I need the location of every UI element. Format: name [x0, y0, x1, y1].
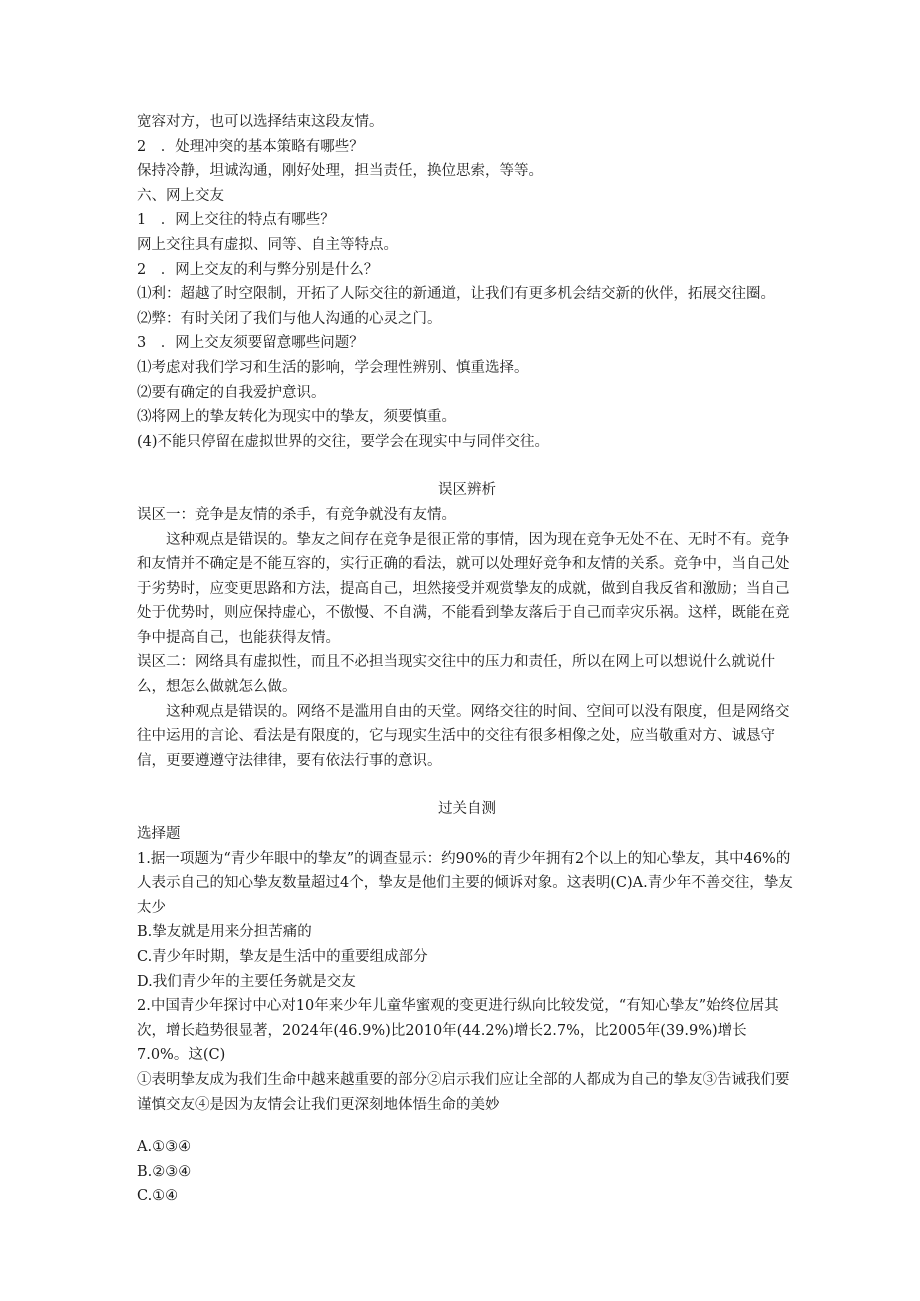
misconception-2-body: 这种观点是错误的。网络不是滥用自由的天堂。网络交往的时间、空间可以没有限度，但是网络交往中运用的言论、看法是有限度的，它与现实生活中的交往有很多相像之处，应当敬重对方、诚恳守信，更要遵遵守法律律，要有依法行事的意识。 — [137, 703, 790, 769]
question-2-option-b: B.②③④ — [137, 1163, 192, 1180]
misconception-1-body: 这种观点是错误的。挚友之间存在竞争是很正常的事情，因为现在竞争无处不在、无时不有。竞争和友情并不确定是不能互容的，实行正确的看法，就可以处理好竞争和友情的关系。竞争中，当自己处于劣势时，应变更思路和方法，提高自己，坦然接受并观赏挚友的成就，做到自我反省和激励；当自己处于优势时，则应保持虚心，不傲慢、不自满，不能看到挚友落后于自己而幸灾乐祸。这样，既能在竞争中提高自己，也能获得友情。 — [137, 531, 790, 646]
text-line: ⑵要有确定的自我爱护意识。 — [137, 384, 326, 401]
misconception-1-title: 误区一：竞争是友情的杀手，有竞争就没有友情。 — [137, 506, 456, 523]
text-line: 宽容对方，也可以选择结束这段友情。 — [137, 114, 384, 130]
question-1-option-c: C.青少年时期，挚友是生活中的重要组成部分 — [137, 949, 428, 965]
self-test-section-title: 过关自测 — [438, 801, 496, 818]
text-line: ⑴利：超越了时空限制，开拓了人际交往的新通道，让我们有更多机会结交新的伙伴，拓展交往圈。 — [137, 286, 775, 303]
question-2-option-a: A.①③④ — [137, 1139, 192, 1156]
question-2-option-c: C.①④ — [137, 1188, 179, 1205]
text-line: ⑶将网上的挚友转化为现实中的挚友，须要慎重。 — [137, 409, 456, 426]
question-heading: 1 ．网上交往的特点有哪些？ — [137, 212, 335, 229]
question-1-option-b: B.挚友就是用来分担苦痛的 — [137, 924, 312, 941]
question-heading: 3 ．网上交友须要留意哪些问题？ — [137, 335, 364, 352]
question-1-option-d: D.我们青少年的主要任务就是交友 — [137, 973, 356, 990]
text-line: 保持冷静，坦诚沟通，刚好处理，担当责任，换位思索，等等。 — [137, 163, 543, 180]
text-line: ⑵弊：有时关闭了我们与他人沟通的心灵之门。 — [137, 310, 442, 327]
question-2-stem: 2.中国青少年探讨中心对10年来少年儿童华蜜观的变更进行纵向比较发觉，“有知心挚友”始终位居其次，增长趋势很显著，2024年(46.9%)比2010年(44.2%)增长2.7%，比2005年(39.9%)增长7.0%。这(C) — [137, 998, 779, 1064]
question-type-label: 选择题 — [137, 826, 181, 843]
text-line: ⑴考虑对我们学习和生活的影响，学会理性辨别、慎重选择。 — [137, 359, 529, 376]
question-1-stem: 1.据一项题为“青少年眼中的挚友”的调查显示：约90%的青少年拥有2个以上的知心挚友，其中46%的人表示自己的知心挚友数量超过4个，挚友是他们主要的倾诉对象。这表明(C)A.青少年不善交往，挚友太少 — [137, 850, 793, 916]
document-content — [137, 110, 797, 1209]
text-line: 网上交往具有虚拟、同等、自主等特点。 — [137, 236, 398, 253]
text-line: (4)不能只停留在虚拟世界的交往，要学会在现实中与同伴交往。 — [137, 433, 550, 450]
misconception-section-title: 误区辨析 — [438, 482, 496, 499]
question-2-items: ①表明挚友成为我们生命中越来越重要的部分②启示我们应让全部的人都成为自己的挚友③告诫我们要谨慎交友④是因为友情会让我们更深刻地体悟生命的美妙 — [137, 1071, 790, 1113]
question-heading: 2 ．网上交友的利与弊分别是什么？ — [137, 261, 379, 278]
question-heading: 2 ．处理冲突的基本策略有哪些？ — [137, 138, 364, 155]
section-heading: 六、网上交友 — [137, 187, 224, 204]
misconception-2-title: 误区二：网络具有虚拟性，而且不必担当现实交往中的压力和责任，所以在网上可以想说什么就说什么，想怎么做就怎么做。 — [137, 654, 775, 696]
